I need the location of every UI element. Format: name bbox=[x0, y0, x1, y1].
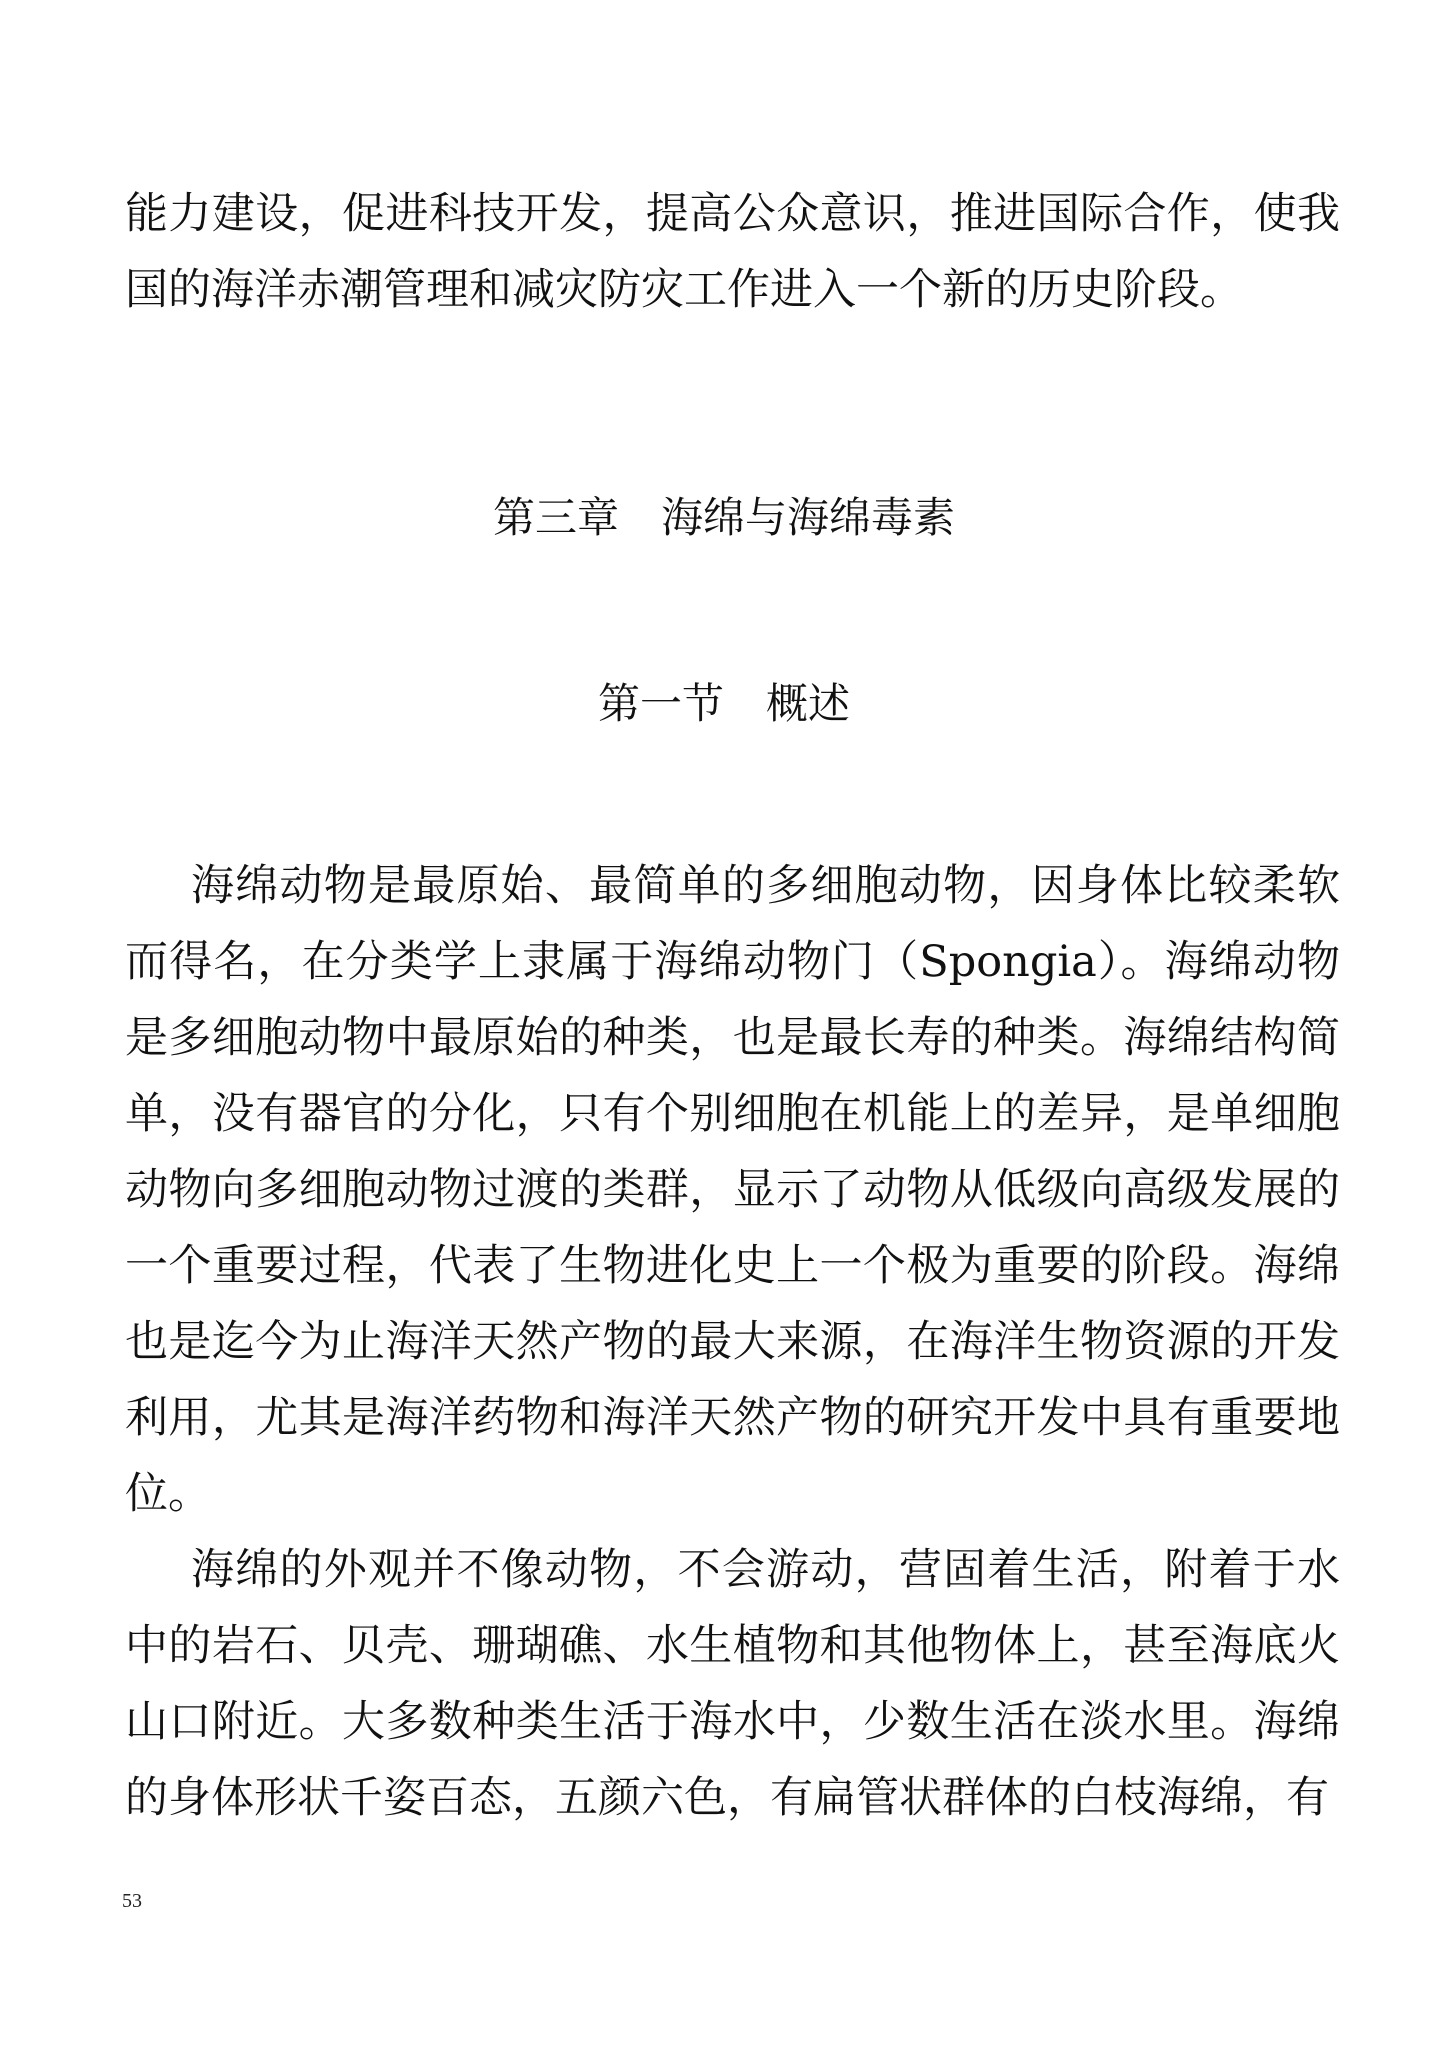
chapter-title: 第三章 海绵与海绵毒素 bbox=[492, 493, 955, 542]
body-paragraph-1: 海绵动物是最原始、最简单的多细胞动物，因身体比较柔软而得名，在分类学上隶属于海绵动物门（Spongia）。海绵动物是多细胞动物中最原始的种类，也是最长寿的种类。海绵结构简单，没有器官的分化，只有个别细胞在机能上的差异，是单细胞动物向多细胞动物过渡的类群，显示了动物从低级向高级发展的一个重要过程，代表了生物进化史上一个极为重要的阶段。海绵也是迄今为止海洋天然产物的最大来源，在海洋生物资源的开发利用，尤其是海洋药物和海洋天然产物的研究开发中具有重要地位。 bbox=[125, 861, 1340, 1519]
intro-paragraph: 能力建设，促进科技开发，提高公众意识，推进国际合作，使我国的海洋赤潮管理和减灾防灾工作进入一个新的历史阶段。 bbox=[125, 189, 1340, 315]
page-number: 53 bbox=[122, 1890, 142, 1912]
body-paragraph-2: 海绵的外观并不像动物，不会游动，营固着生活，附着于水中的岩石、贝壳、珊瑚礁、水生植物和其他物体上，甚至海底火山口附近。大多数种类生活于海水中，少数生活在淡水里。海绵的身体形状千姿百态，五颜六色，有扁管状群体的白枝海绵，有 bbox=[125, 1545, 1340, 1823]
section-title: 第一节 概述 bbox=[597, 679, 850, 728]
